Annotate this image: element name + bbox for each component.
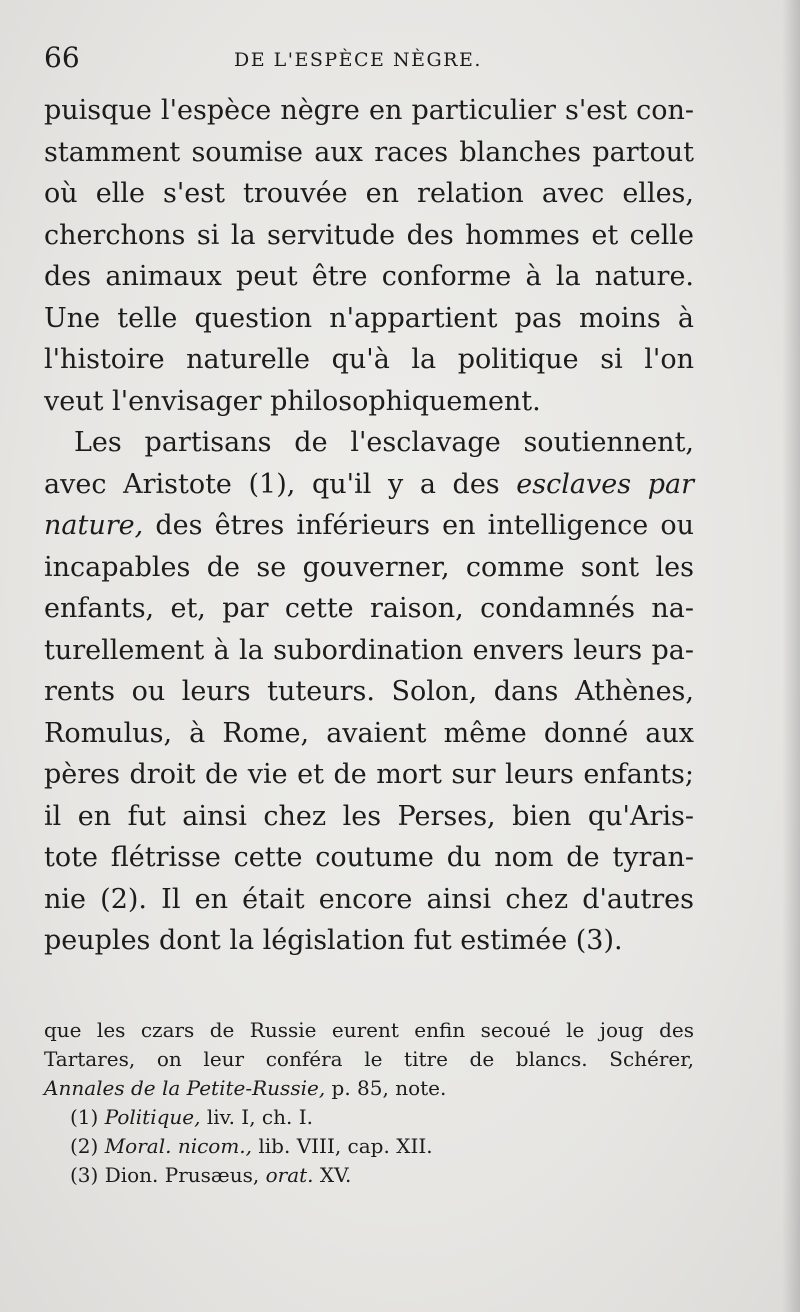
footnote-rest: XV. bbox=[319, 1163, 352, 1187]
footnote-ref-page: p. 85, note. bbox=[331, 1076, 447, 1100]
text-line: rents ou leurs tuteurs. Solon, dans Athènes, bbox=[44, 676, 694, 707]
text-line: puisque l'espèce nègre en particulier s'est con- bbox=[44, 95, 694, 126]
italic-phrase: nature, bbox=[44, 510, 144, 541]
text-line: Une telle question n'appartient pas moins à bbox=[44, 302, 694, 334]
text-line: Les partisans de l'esclavage soutiennent, bbox=[74, 427, 694, 458]
footnote-line: Tartares, on leur conféra le titre de blancs. Schérer, bbox=[44, 1047, 694, 1071]
footnote-1 bbox=[44, 1103, 694, 1132]
page-edge-shadow bbox=[782, 0, 800, 1312]
text-line: peuples dont la législation fut estimée (3). bbox=[44, 925, 623, 956]
footnote-title: Moral. nicom., bbox=[104, 1134, 253, 1158]
footnotes bbox=[44, 1016, 694, 1190]
text-line: nie (2). Il en était encore ainsi chez d'autres bbox=[44, 883, 694, 915]
footnote-ref-title: Annales de la Petite-Russie, bbox=[44, 1076, 326, 1100]
text-line: des animaux peut être conforme à la nature. bbox=[44, 261, 694, 292]
footnote-marker: (2) bbox=[70, 1134, 99, 1158]
footnote-rest: liv. I, ch. I. bbox=[206, 1105, 313, 1129]
footnote-line bbox=[44, 1074, 694, 1103]
footnote-line: que les czars de Russie eurent enfin secoué le joug des bbox=[44, 1018, 694, 1042]
text-line bbox=[44, 464, 694, 506]
text-line: Romulus, à Rome, avaient même donné aux bbox=[44, 717, 694, 749]
text-line: où elle s'est trouvée en relation avec elles, bbox=[44, 178, 694, 209]
text-line: l'histoire naturelle qu'à la politique si l'on bbox=[44, 344, 694, 375]
text-fragment: avec Aristote (1), qu'il y a des bbox=[44, 468, 500, 500]
text-line: stamment soumise aux races blanches partout bbox=[44, 136, 694, 168]
footnote-author: Dion. Prusæus, bbox=[104, 1163, 260, 1187]
page-header bbox=[44, 40, 694, 80]
text-line: cherchons si la servitude des hommes et celle bbox=[44, 219, 694, 251]
page-number: 66 bbox=[44, 41, 80, 74]
footnote-marker: (1) bbox=[70, 1105, 99, 1129]
text-line: tote flétrisse cette coutume du nom de tyran- bbox=[44, 842, 694, 873]
text-line: incapables de se gouverner, comme sont les bbox=[44, 551, 694, 583]
running-head: DE L'ESPÈCE NÈGRE. bbox=[234, 49, 482, 71]
footnote-3 bbox=[44, 1161, 694, 1190]
text-line: enfants, et, par cette raison, condamnés na- bbox=[44, 593, 694, 624]
text-line: il en fut ainsi chez les Perses, bien qu'Aris- bbox=[44, 800, 694, 832]
footnote-marker: (3) bbox=[70, 1163, 99, 1187]
footnote-rest: lib. VIII, cap. XII. bbox=[258, 1134, 433, 1158]
footnote-title: orat. bbox=[265, 1163, 314, 1187]
text-line bbox=[44, 505, 694, 547]
text-fragment: des êtres inférieurs en intelligence ou bbox=[155, 510, 694, 541]
footnote-title: Politique, bbox=[104, 1105, 201, 1129]
text-line: veut l'envisager philosophiquement. bbox=[44, 385, 541, 417]
text-line: pères droit de vie et de mort sur leurs enfants; bbox=[44, 759, 694, 790]
italic-phrase: esclaves par bbox=[516, 468, 694, 500]
main-text bbox=[44, 90, 694, 962]
footnote-2 bbox=[44, 1132, 694, 1161]
text-line: turellement à la subordination envers leurs pa- bbox=[44, 634, 694, 666]
